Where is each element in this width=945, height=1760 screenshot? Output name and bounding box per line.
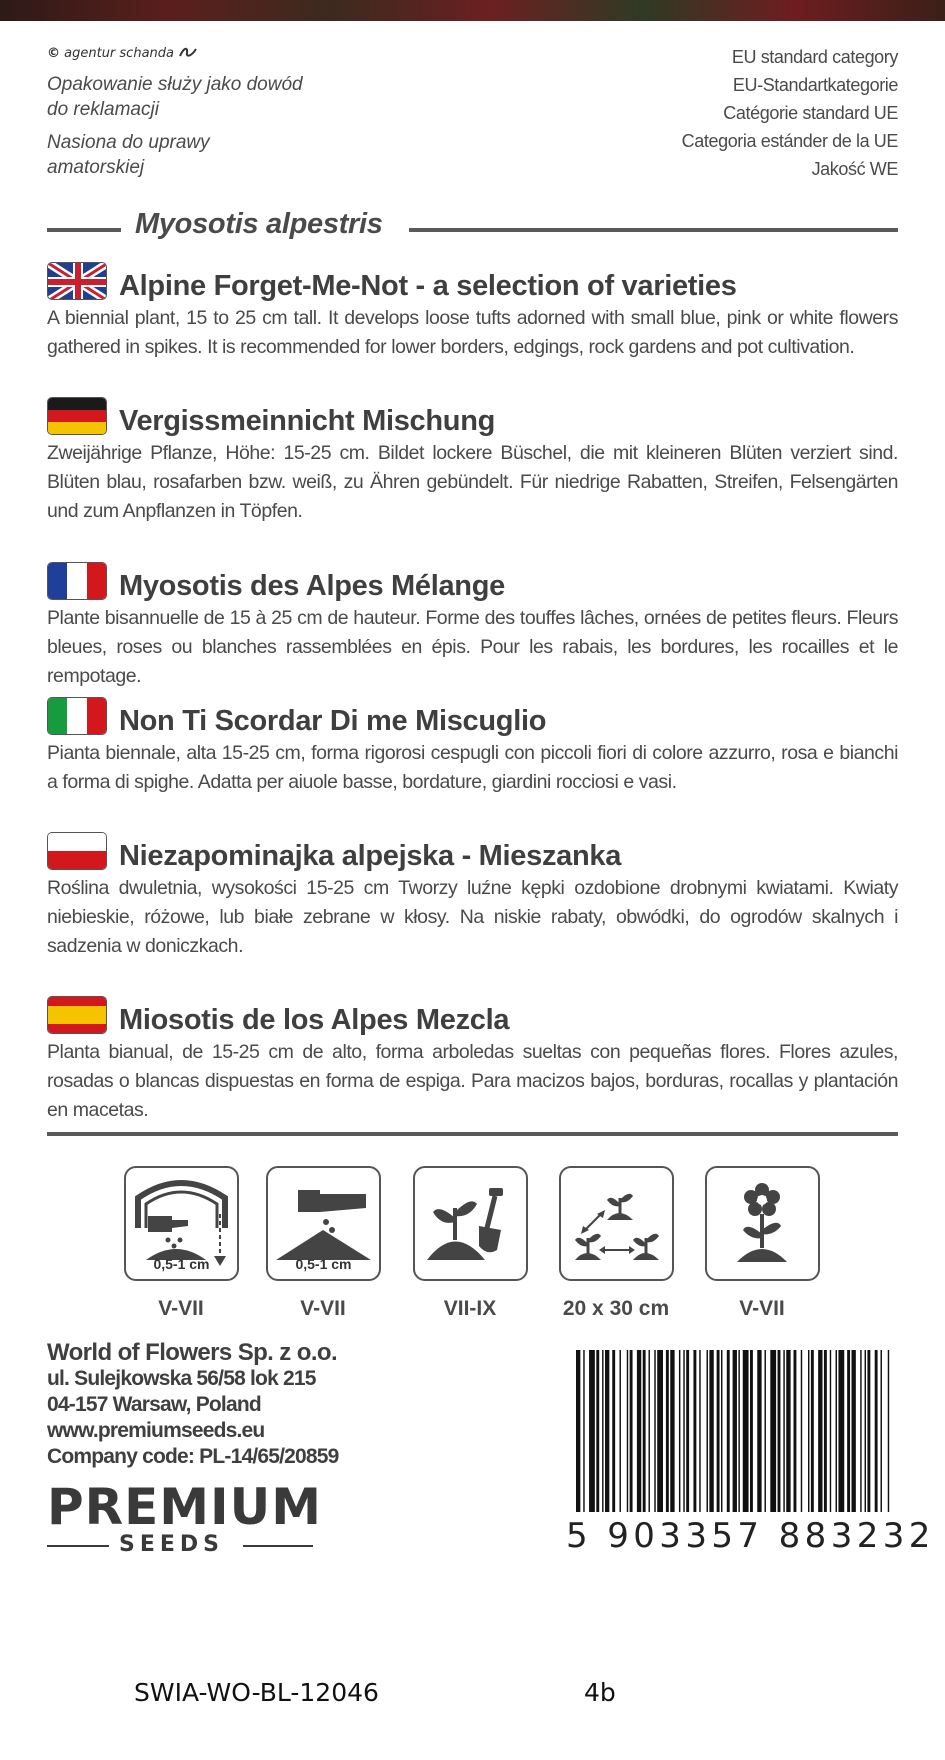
barcode-bar (649, 1350, 650, 1512)
barcode-bar (717, 1350, 720, 1512)
eu-category-de: EU-Standartkategorie (732, 75, 898, 95)
barcode-bar (794, 1350, 797, 1512)
barcode-bar (627, 1350, 628, 1512)
barcode-bar (637, 1350, 641, 1512)
barcode-bar (693, 1350, 696, 1512)
barcode-bar (683, 1350, 684, 1512)
germany-flag-icon (47, 397, 107, 435)
section-text: Plante bisannuelle de 15 à 25 cm de hauteur. Forme des touffes lâches, ornées de petites fleurs. Fleurs bleues, roses ou blanches rassemblées en épis. Pour les rabais, les bordures, les rocailles et le rempotage. (47, 607, 898, 687)
section-title: Vergissmeinnicht Mischung (119, 405, 496, 437)
icon-label: 20 x 30 cm (562, 1297, 670, 1320)
uk-flag-icon (47, 262, 107, 300)
barcode-bar (875, 1350, 878, 1512)
barcode-bar (865, 1350, 866, 1512)
section-german (47, 397, 898, 526)
company-city: 04-157 Warsaw, Poland (47, 1393, 261, 1416)
barcode-bar (605, 1350, 609, 1512)
company-code: Company code: PL-14/65/20859 (47, 1445, 339, 1468)
poland-flag-icon (47, 832, 107, 870)
eu-category-es: Categoria estánder de la UE (681, 131, 898, 151)
spain-flag-icon (47, 996, 107, 1034)
company-info (47, 1340, 339, 1470)
product-code: SWIA-WO-BL-12046 (134, 1678, 379, 1707)
icon-label: V-VII (300, 1297, 346, 1320)
barcode-bar (686, 1350, 689, 1512)
barcode-bar (757, 1350, 761, 1512)
package-notes (47, 72, 307, 188)
spacing-icon (559, 1166, 674, 1281)
divider (47, 228, 121, 232)
barcode-bar (666, 1350, 669, 1512)
icon-label: V-VII (739, 1297, 785, 1320)
barcode-bar (847, 1350, 850, 1512)
section-title: Myosotis des Alpes Mélange (119, 570, 505, 602)
barcode-bar (786, 1350, 790, 1512)
section-text: Zweijährige Pflanze, Höhe: 15-25 cm. Bildet lockere Büschel, die mit kleineren Blüten verziert sind. Blüten blau, rosafarben bzw. weiß, zu Ähren gebündelt. Für niedrige Rabatten, Streifen, Felsengärten und zum Anpflanzen in Töpfen. (47, 442, 898, 522)
latin-name: Myosotis alpestris (135, 208, 383, 240)
barcode-bar (576, 1350, 580, 1512)
barcode-bar (583, 1350, 584, 1512)
copyright-notice: © agentur schanda (47, 45, 198, 61)
barcode-bar (743, 1350, 749, 1512)
barcode-bar (811, 1350, 814, 1512)
barcode-digits: 5 903357 883232 (566, 1516, 935, 1556)
barcode-bars (566, 1350, 898, 1512)
complaint-note: Opakowanie służy jako dowód do reklamacji (47, 74, 303, 120)
section-text: A biennial plant, 15 to 25 cm tall. It develops loose tufts adorned with small blue, pink or white flowers gathered in spikes. It is recommended for lower borders, edgings, rock gardens and pot cultivation. (47, 307, 898, 358)
page-number: 4b (584, 1678, 616, 1707)
eu-category-en: EU standard category (731, 47, 898, 67)
barcode-bar (808, 1350, 809, 1512)
barcode-bar (801, 1350, 802, 1512)
barcode-bar (860, 1350, 861, 1512)
transplanting-icon (413, 1166, 528, 1281)
barcode-bar (654, 1350, 655, 1512)
barcode-bar (630, 1350, 633, 1512)
growing-icons (122, 1166, 832, 1326)
copyright-text: agentur schanda (64, 46, 174, 61)
france-flag-icon (47, 562, 107, 600)
section-title: Alpine Forget-Me-Not - a selection of varieties (119, 270, 737, 302)
icon-label: VII-IX (443, 1297, 497, 1320)
section-polish (47, 832, 898, 961)
barcode-bar (602, 1350, 603, 1512)
barcode-bar (824, 1350, 827, 1512)
section-text: Roślina dwuletnia, wysokości 15-25 cm Tworzy luźne kępki ozdobione drobnymi kwiatami. Kwiaty niebieskie, różowe, lub białe zebrane w kłosy. Na niskie rabaty, obwódki, do ogrodów skalnych i sadzenia w doniczkach. (47, 877, 898, 957)
barcode-bar (709, 1350, 713, 1512)
barcode-bar (888, 1350, 889, 1512)
section-french (47, 562, 898, 691)
barcode-bar (881, 1350, 882, 1512)
barcode-bar (778, 1350, 781, 1512)
barcode-bar (770, 1350, 776, 1512)
barcode-bar (838, 1350, 844, 1512)
section-text: Planta bianual, de 15-25 cm de alto, forma arboledas sueltas con pequeñas flores. Flores azules, rosadas o blancas dispuestas en forma de espiga. Para macizos bajos, borduras, rocallas y plantación en macetas. (47, 1041, 898, 1121)
logo-word: PREMIUM (47, 1478, 323, 1536)
section-title: Non Ti Scordar Di me Miscuglio (119, 705, 547, 737)
barcode-bar (679, 1350, 680, 1512)
depth-label: 0,5-1 cm (295, 1256, 352, 1272)
barcode-bar (738, 1350, 739, 1512)
section-title: Miosotis de los Alpes Mezcla (119, 1004, 510, 1036)
amateur-note: Nasiona do uprawy amatorskiej (47, 132, 210, 178)
italy-flag-icon (47, 697, 107, 735)
divider (409, 228, 898, 232)
logo-line (243, 1545, 313, 1547)
signature-icon (178, 45, 198, 59)
barcode-bar (867, 1350, 870, 1512)
eu-category-fr: Catégorie standard UE (723, 103, 898, 123)
section-english (47, 262, 898, 362)
flowering-icon (705, 1166, 820, 1281)
barcode-bar (818, 1350, 822, 1512)
section-italian (47, 697, 898, 797)
barcode-bar (707, 1350, 708, 1512)
barcode-bar (643, 1350, 646, 1512)
barcode-bar (765, 1350, 766, 1512)
barcode-bar (670, 1350, 674, 1512)
product-photo-strip (0, 0, 945, 21)
barcode (566, 1350, 935, 1560)
barcode-bar (620, 1350, 621, 1512)
barcode-bar (830, 1350, 831, 1512)
barcode-bar (836, 1350, 837, 1512)
section-title: Niezapominajka alpejska - Mieszanka (119, 840, 622, 872)
eu-category-pl: Jakość WE (811, 159, 898, 179)
eu-category (682, 43, 898, 183)
logo-line (47, 1545, 109, 1547)
depth-label: 0,5-1 cm (153, 1256, 210, 1272)
divider (47, 1132, 898, 1136)
barcode-bar (589, 1350, 595, 1512)
company-website[interactable]: www.premiumseeds.eu (47, 1419, 265, 1442)
barcode-bar (612, 1350, 615, 1512)
company-name: World of Flowers Sp. z o.o. (47, 1339, 338, 1366)
barcode-bar (783, 1350, 784, 1512)
barcode-bar (699, 1350, 700, 1512)
section-spanish (47, 996, 898, 1125)
barcode-bar (727, 1350, 730, 1512)
premium-seeds-logo (47, 1478, 323, 1558)
barcode-bar (596, 1350, 599, 1512)
icon-label: V-VII (158, 1297, 204, 1320)
company-street: ul. Sulejkowska 56/58 lok 215 (47, 1367, 316, 1390)
logo-sub: SEEDS (119, 1532, 225, 1557)
barcode-bar (733, 1350, 737, 1512)
section-text: Pianta biennale, alta 15-25 cm, forma rigorosi cespugli con piccoli fiori di colore azzurro, rosa e bianchi a forma di spighe. Adatta per aiuole basse, bordature, giardini rocciosi e vasi. (47, 742, 898, 793)
barcode-bar (852, 1350, 856, 1512)
barcode-bar (721, 1350, 722, 1512)
barcode-bar (750, 1350, 753, 1512)
latin-name-row (47, 208, 898, 248)
barcode-bar (657, 1350, 663, 1512)
